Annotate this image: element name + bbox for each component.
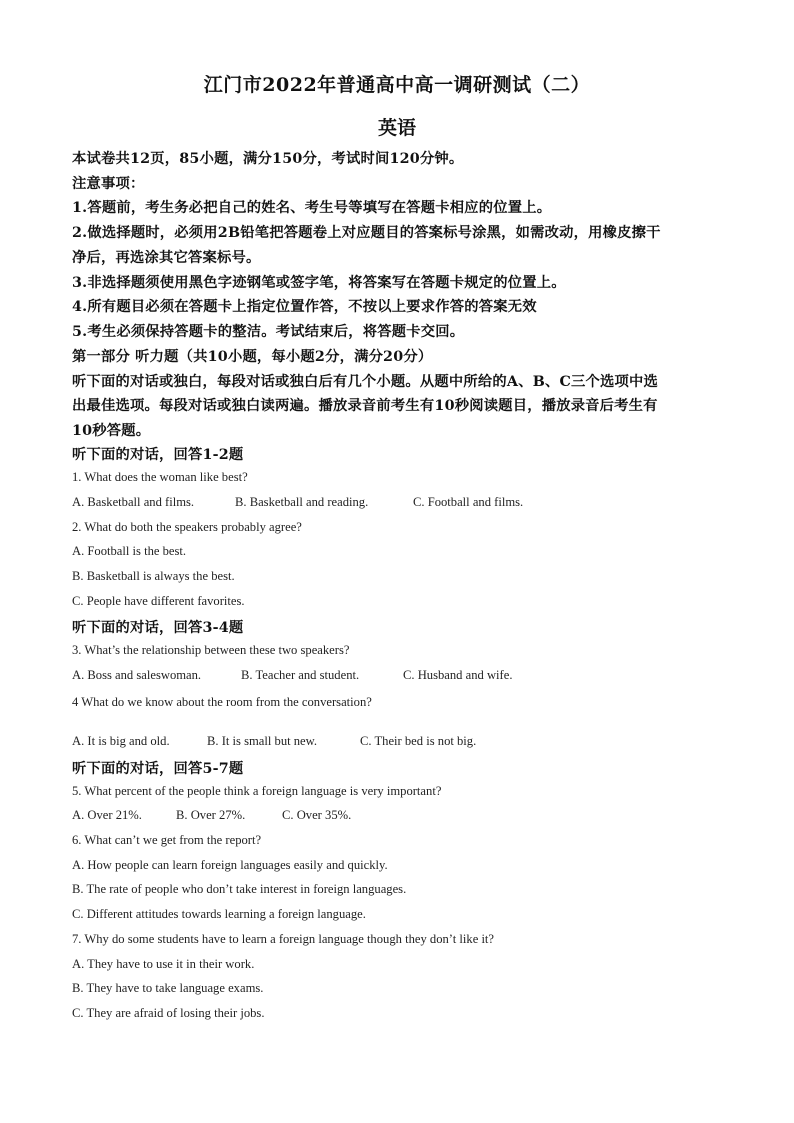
notice-item: 5.考生必须保持答题卡的整洁。考试结束后，将答题卡交回。 bbox=[72, 324, 465, 340]
notice-item: 3.非选择题须使用黑色字迹钢笔或签字笔，将答案写在答题卡规定的位置上。 bbox=[72, 275, 566, 291]
question-3-options bbox=[72, 668, 512, 683]
question-5-options bbox=[72, 808, 351, 823]
option-c: C. Their bed is not big. bbox=[360, 734, 477, 748]
option-c: C. Different attitudes towards learning a foreign language. bbox=[72, 907, 366, 921]
question-1-options bbox=[72, 495, 523, 510]
option-b: B. Over 27%. bbox=[176, 808, 246, 822]
exam-subject: 英语 bbox=[377, 117, 416, 139]
notice-item: 2.做选择题时，必须用2B铅笔把答题卷上对应题目的答案标号涂黑，如需改动，用橡皮擦干 bbox=[72, 225, 661, 241]
question-1: 1. What does the woman like best? bbox=[72, 470, 248, 484]
part1-instruction-line: 10秒答题。 bbox=[72, 423, 151, 439]
option-b: B. Basketball and reading. bbox=[235, 495, 369, 509]
notice-heading: 注意事项： bbox=[72, 176, 145, 192]
option-a: A. How people can learn foreign languages easily and quickly. bbox=[72, 858, 388, 872]
option-b: B. The rate of people who don’t take interest in foreign languages. bbox=[72, 882, 407, 896]
option-a: A. Over 21%. bbox=[72, 808, 142, 822]
option-a: A. It is big and old. bbox=[72, 734, 170, 748]
option-a: A. Boss and saleswoman. bbox=[72, 668, 202, 682]
exam-title: 江门市2022年普通高中高一调研测试（二） bbox=[203, 74, 591, 96]
question-4-options bbox=[72, 734, 476, 749]
option-b: B. Basketball is always the best. bbox=[72, 569, 235, 583]
option-c: C. They are afraid of losing their jobs. bbox=[72, 1006, 265, 1020]
question-7: 7. Why do some students have to learn a foreign language though they don’t like it? bbox=[72, 932, 495, 946]
question-6: 6. What can’t we get from the report? bbox=[72, 833, 262, 847]
section-heading: 听下面的对话，回答1-2题 bbox=[72, 447, 244, 463]
option-c: C. Football and films. bbox=[413, 495, 524, 509]
question-4: 4 What do we know about the room from the conversation? bbox=[72, 695, 372, 709]
option-a: A. Basketball and films. bbox=[72, 495, 195, 509]
option-b: B. It is small but new. bbox=[207, 734, 318, 748]
question-2: 2. What do both the speakers probably agree? bbox=[72, 520, 302, 534]
question-5: 5. What percent of the people think a foreign language is very important? bbox=[72, 784, 442, 798]
notice-item: 净后，再选涂其它答案标号。 bbox=[72, 250, 261, 266]
part1-instruction-line: 出最佳选项。每段对话或独白读两遍。播放录音前考生有10秒阅读题目，播放录音后考生有 bbox=[72, 398, 658, 414]
question-3: 3. What’s the relationship between these two speakers? bbox=[72, 643, 350, 657]
notice-item: 1.答题前，考生务必把自己的姓名、考生号等填写在答题卡相应的位置上。 bbox=[72, 200, 552, 216]
option-b: B. They have to take language exams. bbox=[72, 981, 264, 995]
option-a: A. They have to use it in their work. bbox=[72, 957, 255, 971]
option-b: B. Teacher and student. bbox=[241, 668, 360, 682]
option-c: C. Over 35%. bbox=[282, 808, 352, 822]
section-heading: 听下面的对话，回答5-7题 bbox=[72, 761, 244, 777]
section-heading: 听下面的对话，回答3-4题 bbox=[72, 620, 244, 636]
exam-intro: 本试卷共12页，85小题，满分150分，考试时间120分钟。 bbox=[72, 151, 464, 167]
option-c: C. People have different favorites. bbox=[72, 594, 245, 608]
option-a: A. Football is the best. bbox=[72, 544, 187, 558]
part1-instruction-line: 听下面的对话或独白，每段对话或独白后有几个小题。从题中所给的A、B、C三个选项中选 bbox=[72, 374, 659, 390]
part1-heading: 第一部分 听力题（共10小题，每小题2分，满分20分） bbox=[72, 349, 433, 365]
notice-item: 4.所有题目必须在答题卡上指定位置作答，不按以上要求作答的答案无效 bbox=[72, 299, 537, 315]
option-c: C. Husband and wife. bbox=[403, 668, 513, 682]
